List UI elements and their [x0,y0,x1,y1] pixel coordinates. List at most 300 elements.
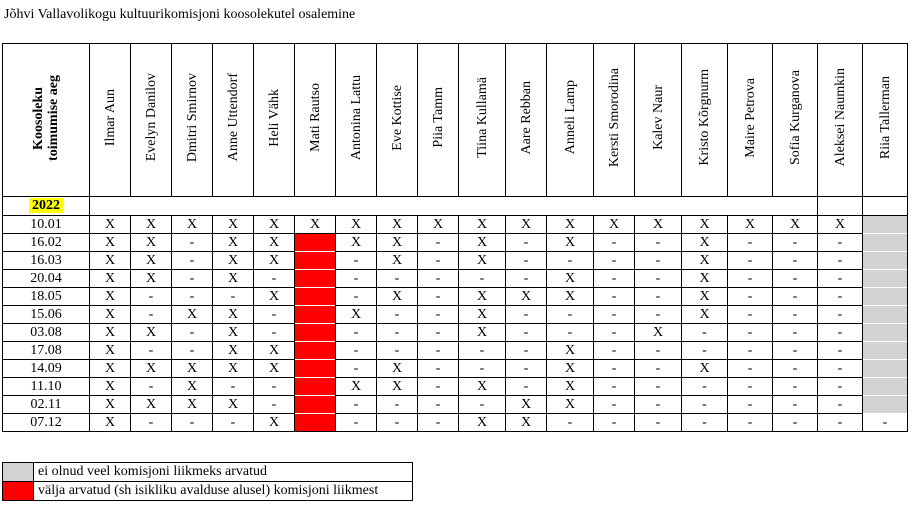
attendance-cell: X [90,306,131,324]
header-meeting-date [3,44,90,197]
attendance-cell: X [377,378,418,396]
attendance-cell: X [336,306,377,324]
table-row [3,378,908,396]
table-row [3,270,908,288]
attendance-cell: X [213,360,254,378]
attendance-cell: - [635,378,682,396]
attendance-cell: - [635,342,682,360]
member-header [459,44,506,197]
attendance-cell: - [418,414,459,432]
attendance-cell: - [682,414,728,432]
year-spacer [90,197,818,216]
attendance-cell: - [773,396,818,414]
attendance-cell: - [131,288,172,306]
legend-item [3,463,413,482]
attendance-cell: X [377,234,418,252]
attendance-cell: - [594,360,635,378]
attendance-cell: - [506,270,547,288]
member-header [336,44,377,197]
attendance-cell: - [213,288,254,306]
attendance-cell: X [682,306,728,324]
attendance-cell: X [818,216,863,234]
attendance-cell: - [459,360,506,378]
member-header [90,44,131,197]
attendance-cell: - [728,270,773,288]
attendance-cell: X [635,324,682,342]
attendance-cell: - [594,306,635,324]
attendance-cell: - [459,270,506,288]
attendance-cell: - [594,342,635,360]
attendance-cell: - [728,234,773,252]
attendance-cell: - [594,324,635,342]
attendance-cell: X [254,234,295,252]
attendance-cell: - [377,306,418,324]
meeting-date: 17.08 [3,342,90,360]
attendance-cell: X [682,270,728,288]
attendance-cell: - [594,288,635,306]
attendance-cell: X [547,216,594,234]
attendance-cell: X [254,252,295,270]
attendance-cell: - [418,378,459,396]
member-name: Mati Rautso [307,83,323,152]
attendance-cell: X [90,288,131,306]
attendance-cell: - [418,288,459,306]
meeting-date: 18.05 [3,288,90,306]
attendance-cell: - [728,306,773,324]
attendance-cell: - [506,342,547,360]
attendance-cell: - [377,396,418,414]
member-name: Tiina Kullamä [474,77,490,158]
attendance-cell: X [418,216,459,234]
member-header [594,44,635,197]
table-row [3,288,908,306]
attendance-cell: - [818,378,863,396]
attendance-cell: X [506,216,547,234]
attendance-cell: - [418,306,459,324]
attendance-cell: - [682,396,728,414]
attendance-cell: X [213,342,254,360]
member-name: Anne Uttendorf [225,73,241,162]
member-header [172,44,213,197]
year-spacer [863,197,908,216]
member-header [863,44,908,197]
attendance-cell: X [459,324,506,342]
attendance-cell: - [818,252,863,270]
attendance-cell: - [418,396,459,414]
attendance-cell: - [336,324,377,342]
attendance-cell: X [547,270,594,288]
member-header [506,44,547,197]
attendance-cell: X [90,270,131,288]
attendance-cell: X [131,324,172,342]
attendance-cell: X [90,378,131,396]
attendance-cell: - [773,288,818,306]
excluded-cell [295,414,336,432]
member-header [213,44,254,197]
attendance-cell: X [547,234,594,252]
member-name: Dmitri Smirnov [184,72,200,163]
attendance-cell: - [818,324,863,342]
table-row [3,360,908,378]
meeting-date: 10.01 [3,216,90,234]
attendance-cell: - [728,252,773,270]
not-member-cell [863,216,908,234]
attendance-cell: - [818,288,863,306]
attendance-cell: X [728,216,773,234]
attendance-cell: - [547,252,594,270]
attendance-cell: - [773,342,818,360]
attendance-cell: - [818,342,863,360]
attendance-cell: - [506,234,547,252]
meeting-date: 02.11 [3,396,90,414]
not-member-cell [863,234,908,252]
attendance-cell: X [336,216,377,234]
attendance-cell: - [172,342,213,360]
attendance-cell: X [635,216,682,234]
member-header [635,44,682,197]
attendance-cell: X [547,342,594,360]
legend-item [3,482,413,501]
attendance-cell: - [594,414,635,432]
attendance-cell: - [336,252,377,270]
attendance-cell: - [254,378,295,396]
attendance-cell: X [213,270,254,288]
member-name: Riia Tallerman [877,75,893,160]
meeting-date: 20.04 [3,270,90,288]
attendance-cell: X [90,342,131,360]
attendance-cell: X [131,396,172,414]
attendance-cell: X [213,324,254,342]
member-name: Aare Rebban [518,80,534,155]
attendance-cell: X [213,396,254,414]
attendance-cell: X [336,378,377,396]
meeting-date: 03.08 [3,324,90,342]
attendance-cell: X [459,306,506,324]
year-cell [3,197,90,216]
attendance-cell: - [131,378,172,396]
attendance-cell: - [418,360,459,378]
attendance-cell: X [90,360,131,378]
attendance-cell: X [131,360,172,378]
attendance-cell: - [773,306,818,324]
attendance-cell: - [172,252,213,270]
not-member-cell [863,342,908,360]
attendance-cell: - [506,378,547,396]
attendance-cell: - [818,270,863,288]
attendance-cell: X [547,360,594,378]
member-header [682,44,728,197]
attendance-cell: X [90,396,131,414]
attendance-cell: X [547,378,594,396]
attendance-cell: X [254,414,295,432]
attendance-cell: X [90,414,131,432]
attendance-cell: - [773,252,818,270]
attendance-cell: - [506,324,547,342]
legend-table [2,462,413,501]
attendance-cell: - [336,414,377,432]
attendance-cell: - [594,270,635,288]
attendance-cell: - [818,360,863,378]
meeting-date: 14.09 [3,360,90,378]
attendance-cell: X [254,342,295,360]
attendance-cell: X [131,234,172,252]
attendance-cell: - [728,324,773,342]
not-member-cell [863,306,908,324]
attendance-cell: - [728,378,773,396]
attendance-cell: X [773,216,818,234]
attendance-cell: - [131,414,172,432]
attendance-cell: X [459,252,506,270]
attendance-cell: - [773,414,818,432]
not-member-cell [863,252,908,270]
attendance-cell: X [506,288,547,306]
attendance-cell: - [377,414,418,432]
attendance-cell: X [90,252,131,270]
attendance-cell: - [547,306,594,324]
attendance-cell: X [459,378,506,396]
attendance-cell: - [635,360,682,378]
attendance-cell: X [459,414,506,432]
attendance-cell: - [213,378,254,396]
attendance-cell: - [773,270,818,288]
attendance-cell: - [818,306,863,324]
header-line: toimumise aeg [46,74,61,161]
attendance-cell: - [682,324,728,342]
not-member-cell [863,324,908,342]
attendance-cell: X [131,216,172,234]
excluded-cell [295,252,336,270]
attendance-cell: - [213,414,254,432]
attendance-cell: X [377,252,418,270]
member-header [547,44,594,197]
attendance-cell: X [459,216,506,234]
attendance-cell: - [172,234,213,252]
attendance-cell: X [172,306,213,324]
year-spacer [818,197,863,216]
attendance-cell: - [594,252,635,270]
member-name: Piia Tamm [430,87,446,148]
attendance-cell: - [728,342,773,360]
attendance-cell: X [172,378,213,396]
header-line: Koosoleku [31,86,46,150]
member-header [254,44,295,197]
attendance-cell: - [131,306,172,324]
attendance-cell: X [90,234,131,252]
attendance-cell: - [682,342,728,360]
attendance-cell: X [213,234,254,252]
table-row [3,324,908,342]
attendance-cell: - [818,396,863,414]
attendance-cell: - [418,270,459,288]
member-name: Heli Vähk [266,88,282,147]
attendance-cell: - [172,288,213,306]
attendance-cell: - [682,378,728,396]
attendance-cell: X [506,414,547,432]
member-name: Ilmar Aun [102,88,118,147]
attendance-cell: X [172,360,213,378]
attendance-cell: - [818,234,863,252]
member-name: Aleksei Naumkin [832,68,848,167]
attendance-cell: X [213,216,254,234]
member-name: Kersti Smorodina [606,67,622,168]
attendance-cell: X [682,360,728,378]
table-row [3,252,908,270]
table-row [3,216,908,234]
attendance-cell: - [418,324,459,342]
attendance-cell: X [90,324,131,342]
attendance-cell: - [254,324,295,342]
attendance-cell: - [172,270,213,288]
attendance-cell: - [818,414,863,432]
attendance-cell: - [336,270,377,288]
attendance-cell: - [131,342,172,360]
member-header [728,44,773,197]
excluded-cell [295,288,336,306]
attendance-cell: - [254,270,295,288]
attendance-table [2,43,908,432]
attendance-cell: - [635,252,682,270]
attendance-cell: - [418,252,459,270]
attendance-cell: X [254,216,295,234]
attendance-cell: X [213,252,254,270]
attendance-cell: - [773,378,818,396]
attendance-cell: - [506,306,547,324]
year-label: 2022 [29,198,63,213]
attendance-cell: - [377,270,418,288]
attendance-cell: - [336,342,377,360]
attendance-cell: X [377,288,418,306]
attendance-cell: - [635,396,682,414]
attendance-cell: - [773,324,818,342]
attendance-cell: - [459,396,506,414]
attendance-cell: X [90,216,131,234]
attendance-cell: - [594,378,635,396]
attendance-cell: - [773,360,818,378]
meeting-date: 16.02 [3,234,90,252]
member-header [818,44,863,197]
excluded-cell [295,342,336,360]
attendance-cell: - [172,414,213,432]
member-name: Antonina Lattu [348,74,364,161]
attendance-cell: - [547,414,594,432]
attendance-cell: X [254,360,295,378]
attendance-cell: X [131,252,172,270]
not-member-cell [863,360,908,378]
table-row [3,414,908,432]
attendance-cell: - [594,396,635,414]
attendance-cell: - [459,342,506,360]
attendance-cell: - [418,234,459,252]
attendance-cell: X [506,396,547,414]
attendance-cell: X [459,234,506,252]
attendance-cell: X [459,288,506,306]
year-row [3,197,908,216]
meeting-date: 15.06 [3,306,90,324]
legend-text: välja arvatud (sh isikliku avalduse alusel) komisjoni liikmest [34,482,413,501]
attendance-cell: X [172,216,213,234]
table-row [3,306,908,324]
member-name: Anneli Lamp [562,80,578,155]
attendance-cell: X [547,288,594,306]
attendance-cell: - [635,234,682,252]
excluded-cell [295,306,336,324]
attendance-cell: X [594,216,635,234]
attendance-cell: - [635,270,682,288]
attendance-cell: - [336,360,377,378]
attendance-cell: X [682,288,728,306]
attendance-cell: X [377,360,418,378]
meeting-date: 16.03 [3,252,90,270]
attendance-cell: - [547,324,594,342]
attendance-cell: - [418,342,459,360]
legend-text: ei olnud veel komisjoni liikmeks arvatud [34,463,413,482]
attendance-cell: - [172,324,213,342]
excluded-cell [295,234,336,252]
attendance-cell: - [377,342,418,360]
member-header [295,44,336,197]
member-name: Maire Petrova [742,77,758,158]
member-header [773,44,818,197]
attendance-cell: - [336,396,377,414]
attendance-cell: - [506,360,547,378]
not-member-cell [863,378,908,396]
attendance-cell: - [594,234,635,252]
attendance-cell: X [254,288,295,306]
member-name: Eve Kottise [389,84,405,151]
attendance-cell: X [682,234,728,252]
header-row [3,44,908,197]
member-name: Sofia Kurganova [787,70,803,165]
meeting-date: 07.12 [3,414,90,432]
excluded-cell [295,324,336,342]
excluded-cell [295,360,336,378]
attendance-cell: - [635,288,682,306]
attendance-cell: X [295,216,336,234]
excluded-cell [295,270,336,288]
attendance-cell: X [547,396,594,414]
table-row [3,234,908,252]
member-name: Kalev Naur [650,85,666,150]
member-header [377,44,418,197]
attendance-cell: X [682,216,728,234]
legend-swatch [3,463,34,482]
attendance-cell: - [728,288,773,306]
not-member-cell [863,396,908,414]
attendance-cell: X [377,216,418,234]
attendance-cell: X [336,234,377,252]
attendance-cell: X [682,252,728,270]
attendance-cell: - [773,234,818,252]
attendance-cell: - [728,360,773,378]
attendance-cell: X [131,270,172,288]
attendance-cell: - [635,414,682,432]
member-name: Evelyn Danilov [143,73,159,162]
attendance-cell: - [635,306,682,324]
attendance-cell: - [254,306,295,324]
attendance-cell: X [213,306,254,324]
table-row [3,396,908,414]
excluded-cell [295,378,336,396]
excluded-cell [295,396,336,414]
attendance-cell: - [506,252,547,270]
table-row [3,342,908,360]
attendance-cell: - [254,396,295,414]
attendance-cell: X [172,396,213,414]
page-title: Jõhvi Vallavolikogu kultuurikomisjoni koosolekutel osalemine [4,7,356,22]
attendance-cell: - [336,288,377,306]
not-member-cell [863,288,908,306]
attendance-cell: - [728,414,773,432]
